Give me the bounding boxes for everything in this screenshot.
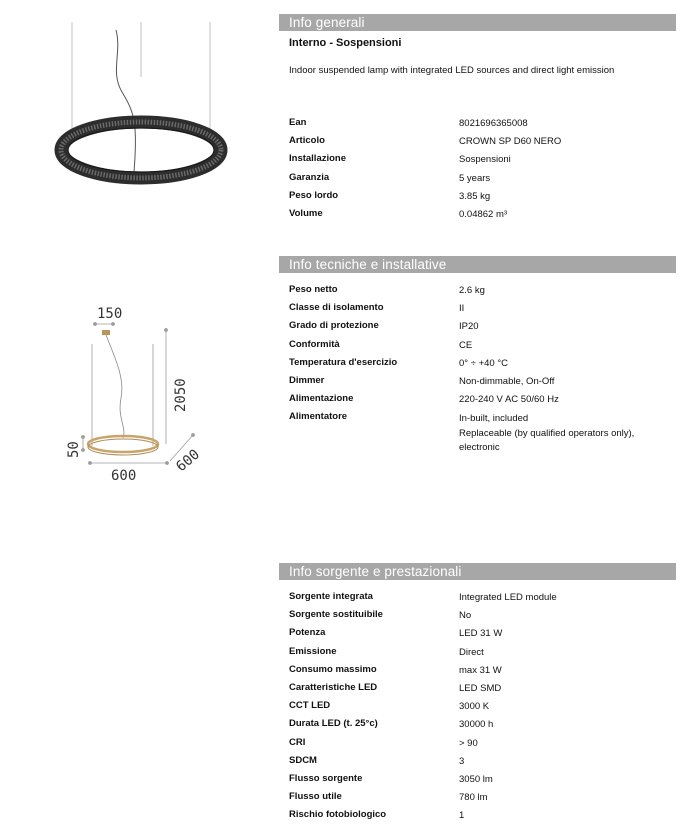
- section-header-technical: Info tecniche e installative: [279, 256, 676, 273]
- row-value: LED SMD: [459, 683, 502, 694]
- row-label: Installazione: [289, 153, 347, 165]
- dim-height-label: 2050: [173, 378, 189, 412]
- dim-ring-height-label: 50: [66, 441, 82, 458]
- row-label: Volume: [289, 208, 323, 219]
- row-label: CCT LED: [289, 700, 331, 712]
- row-label: Conformità: [289, 338, 340, 350]
- row-label: Grado di protezione: [289, 320, 379, 332]
- row-label: Flusso utile: [289, 791, 342, 803]
- row-value: 3000 K: [459, 701, 490, 713]
- row-label: Articolo: [289, 135, 325, 147]
- row-value: 0° ÷ +40 °C: [459, 357, 508, 369]
- row-value: Direct: [459, 646, 484, 658]
- row-value-line: Replaceable (by qualified operators only),: [459, 427, 635, 439]
- row-label: Emissione: [289, 645, 337, 657]
- row-value-line: electronic: [459, 442, 500, 454]
- row-label: Garanzia: [289, 171, 330, 183]
- row-value: CE: [459, 339, 473, 351]
- row-value: Integrated LED module: [459, 592, 557, 603]
- row-label: SDCM: [289, 754, 317, 766]
- row-label: Caratteristiche LED: [289, 682, 378, 693]
- row-value: IP20: [459, 321, 479, 333]
- row-label: Sorgente sostituibile: [289, 609, 383, 621]
- row-value: No: [459, 610, 472, 622]
- row-label: Alimentazione: [289, 393, 354, 405]
- row-label: Peso netto: [289, 284, 338, 295]
- section-header-source: Info sorgente e prestazionali: [279, 563, 676, 580]
- row-value: > 90: [459, 737, 478, 749]
- dim-width-label: 600: [111, 468, 137, 484]
- row-label: Consumo massimo: [289, 663, 377, 675]
- row-value: 3050 lm: [459, 774, 493, 785]
- row-value: 1: [459, 810, 465, 822]
- row-value: CROWN SP D60 NERO: [459, 136, 562, 148]
- dim-depth-label: 600: [173, 446, 203, 476]
- general-description: Indoor suspended lamp with integrated LED sources and direct light emission: [289, 65, 615, 76]
- row-value: 2.6 kg: [459, 285, 485, 296]
- row-label: Potenza: [289, 627, 326, 639]
- row-label: Ean: [289, 117, 307, 128]
- row-value: 220-240 V AC 50/60 Hz: [459, 394, 559, 406]
- row-value: Non-dimmable, On-Off: [459, 376, 555, 387]
- product-photo: [50, 22, 230, 202]
- dim-top-label: 150: [97, 306, 123, 322]
- row-value: 3.85 kg: [459, 190, 491, 202]
- row-value: 3: [459, 755, 465, 767]
- row-value: Sospensioni: [459, 154, 511, 166]
- row-label: Alimentatore: [289, 411, 348, 423]
- row-value: 30000 h: [459, 719, 494, 731]
- dimension-drawing: [55, 298, 215, 488]
- row-value: 5 years: [459, 172, 491, 184]
- row-label: Durata LED (t. 25°c): [289, 718, 378, 730]
- row-label: Dimmer: [289, 375, 325, 386]
- row-value: 8021696365008: [459, 118, 528, 129]
- general-subtitle: Interno - Sospensioni: [289, 37, 402, 49]
- row-label: Temperatura d'esercizio: [289, 356, 398, 368]
- row-label: CRI: [289, 736, 306, 748]
- row-value-line: In-built, included: [459, 413, 529, 425]
- row-value: 780 lm: [459, 792, 488, 804]
- row-label: Rischio fotobiologico: [289, 809, 387, 821]
- row-value: max 31 W: [459, 664, 502, 676]
- row-label: Sorgente integrata: [289, 591, 373, 602]
- row-value: II: [459, 303, 465, 315]
- row-value: [459, 412, 679, 456]
- row-label: Classe di isolamento: [289, 302, 384, 314]
- row-label: Peso lordo: [289, 189, 339, 201]
- row-value: LED 31 W: [459, 628, 503, 640]
- row-value: 0.04862 m³: [459, 209, 508, 220]
- row-label: Flusso sorgente: [289, 773, 363, 784]
- section-header-general: Info generali: [279, 14, 676, 31]
